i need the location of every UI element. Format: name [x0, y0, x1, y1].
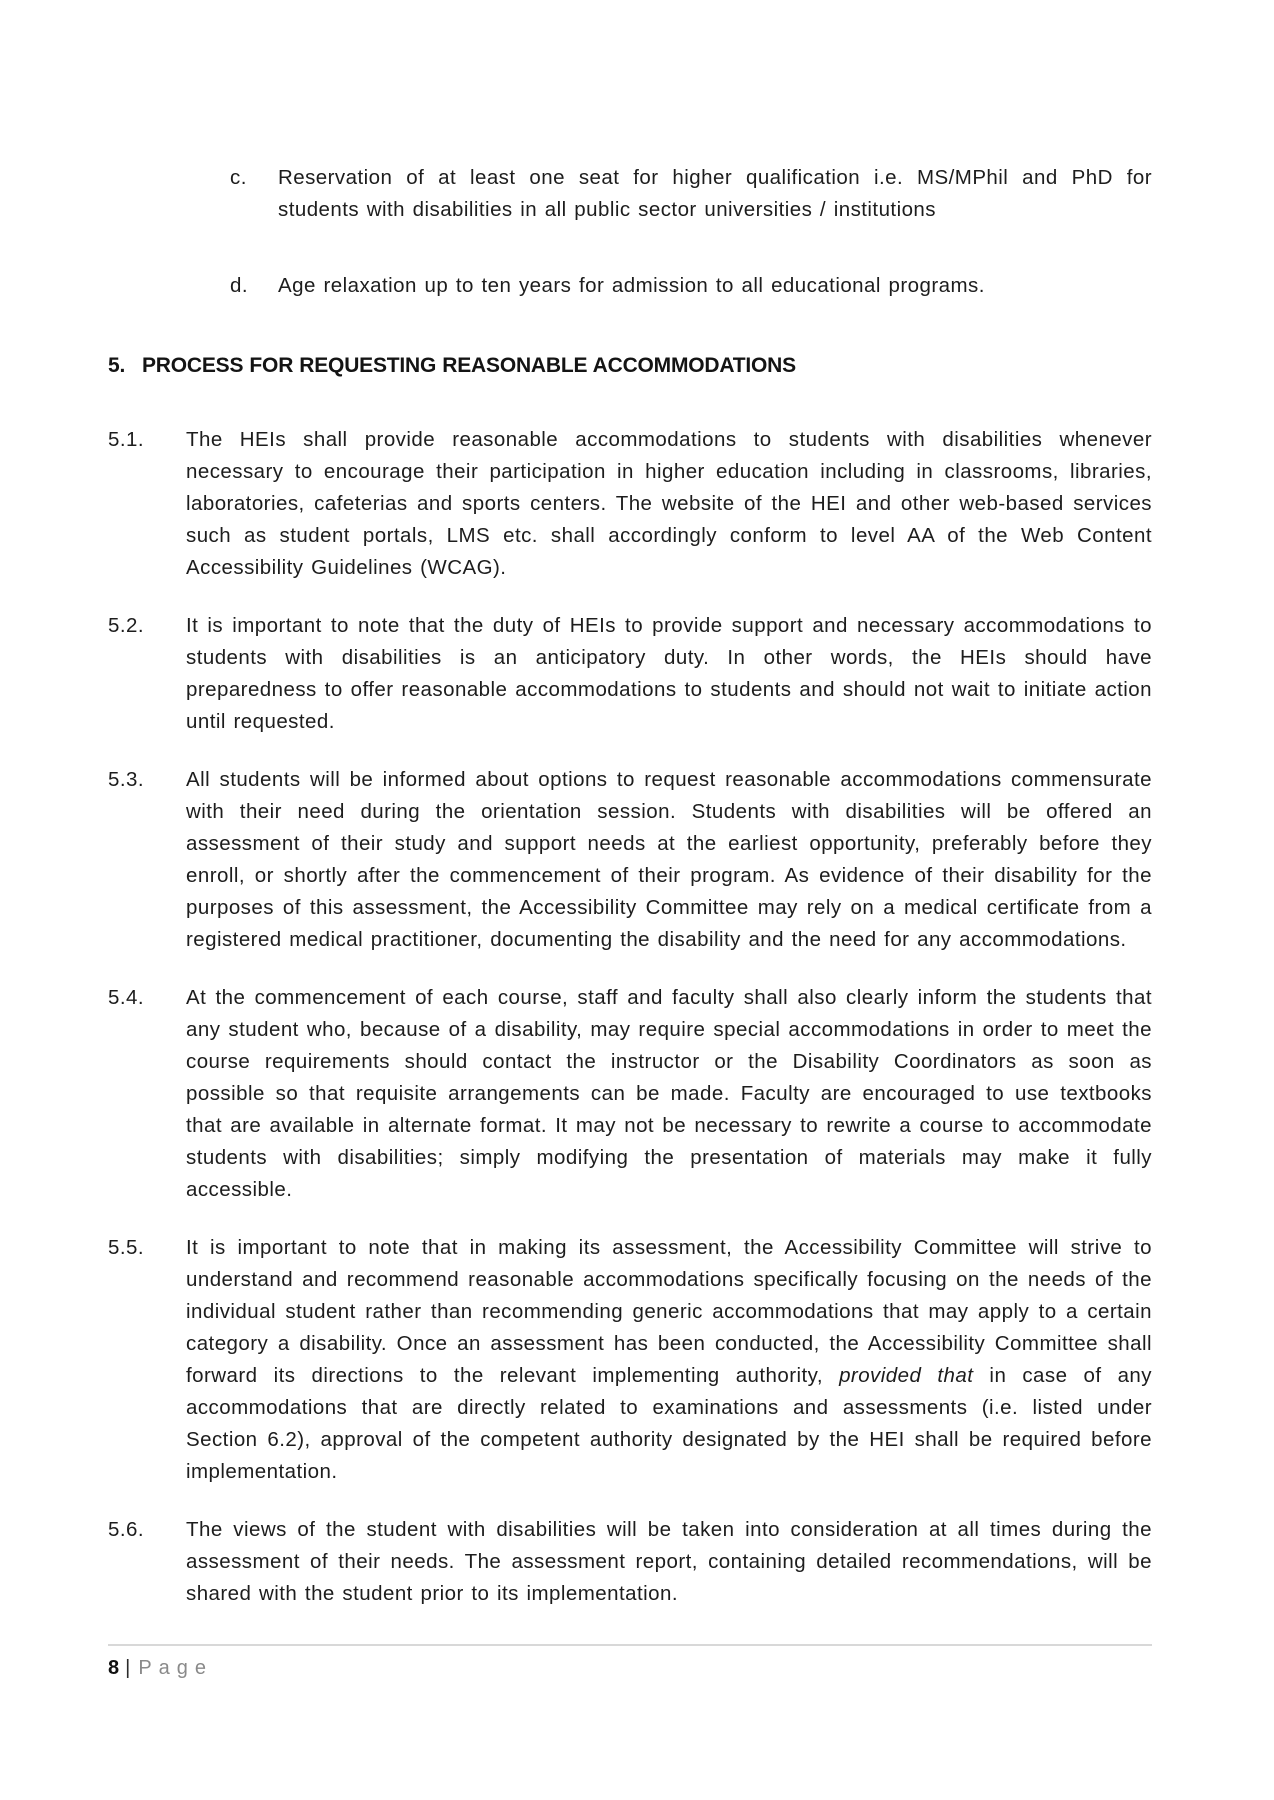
paragraph-number: 5.6. — [108, 1518, 144, 1541]
footer-page-label: Page — [138, 1657, 214, 1679]
list-item-text: Reservation of at least one seat for higher qualification i.e. MS/MPhil and PhD for students with disabilities in all public sector universities / institutions — [278, 166, 1152, 221]
page-number: 8 — [108, 1657, 120, 1679]
paragraph-body: The HEIs shall provide reasonable accommodations to students with disabilities whenever necessary to encourage their participation in higher education including in classrooms, libraries, laboratories, cafeterias and sports centers. The website of the HEI and other web-based services such as student portals, LMS etc. shall accordingly conform to level AA of the Web Content Accessibility Guidelines (WCAG). — [186, 428, 1152, 579]
footer-text — [108, 1654, 1152, 1682]
paragraph-5-1 — [108, 424, 1152, 584]
list-item-marker: c. — [230, 166, 247, 189]
paragraph-body — [186, 1232, 1152, 1488]
section-heading-number: 5. — [108, 354, 126, 377]
paragraph-text-segment: in case of any accommodations that are directly related to examinations and assessments (i.e. listed under Section 6.2), approval of the competent authority designated by the HEI shall be required before implementation. — [186, 1364, 1152, 1483]
paragraph-number: 5.4. — [108, 986, 144, 1009]
paragraph-body: At the commencement of each course, staff and faculty shall also clearly inform the students that any student who, because of a disability, may require special accommodations in order to meet the course requirements should contact the instructor or the Disability Coordinators as soon as possible so that requisite arrangements can be made. Faculty are encouraged to use textbooks that are available in alternate format. It may not be necessary to rewrite a course to accommodate students with disabilities; simply modifying the presentation of materials may make it fully accessible. — [186, 986, 1152, 1201]
paragraph-number: 5.3. — [108, 768, 144, 791]
paragraph-5-3 — [108, 764, 1152, 956]
paragraph-body: All students will be informed about options to request reasonable accommodations commensurate with their need during the orientation session. Students with disabilities will be offered an assessment of their study and support needs at the earliest opportunity, preferably before they enroll, or shortly after the commencement of their program. As evidence of their disability for the purposes of this assessment, the Accessibility Committee may rely on a medical certificate from a registered medical practitioner, documenting the disability and the need for any accommodations. — [186, 768, 1152, 951]
paragraph-number: 5.5. — [108, 1236, 144, 1259]
paragraph-body: It is important to note that the duty of HEIs to provide support and necessary accommodations to students with disabilities is an anticipatory duty. In other words, the HEIs should have preparedness to offer reasonable accommodations to students and should not wait to initiate action until requested. — [186, 614, 1152, 733]
paragraph-text-segment: It is important to note that in making its assessment, the Accessibility Committee will strive to understand and recommend reasonable accommodations specifically focusing on the needs of the individual student rather than recommending generic accommodations that may apply to a certain category a disability. Once an assessment has been conducted, the Accessibility Committee shall forward its directions to the relevant implementing authority, — [186, 1236, 1152, 1387]
paragraph-italic-segment: provided that — [839, 1364, 974, 1387]
section-heading-title: PROCESS FOR REQUESTING REASONABLE ACCOMMODATIONS — [142, 354, 796, 377]
list-item-d — [230, 270, 1152, 302]
footer-rule — [108, 1644, 1152, 1646]
list-item-marker: d. — [230, 274, 248, 297]
paragraph-5-4 — [108, 982, 1152, 1206]
list-item-c — [230, 162, 1152, 226]
page-footer — [108, 1644, 1152, 1682]
paragraph-5-6 — [108, 1514, 1152, 1610]
section-heading — [108, 350, 1152, 382]
paragraph-5-2 — [108, 610, 1152, 738]
paragraph-body: The views of the student with disabilities will be taken into consideration at all times during the assessment of their needs. The assessment report, containing detailed recommendations, will be shared with the student prior to its implementation. — [186, 1518, 1152, 1605]
paragraph-number: 5.1. — [108, 428, 144, 451]
footer-separator: | — [125, 1657, 131, 1679]
paragraph-5-5 — [108, 1232, 1152, 1488]
paragraph-number: 5.2. — [108, 614, 144, 637]
list-item-text: Age relaxation up to ten years for admission to all educational programs. — [278, 274, 985, 297]
